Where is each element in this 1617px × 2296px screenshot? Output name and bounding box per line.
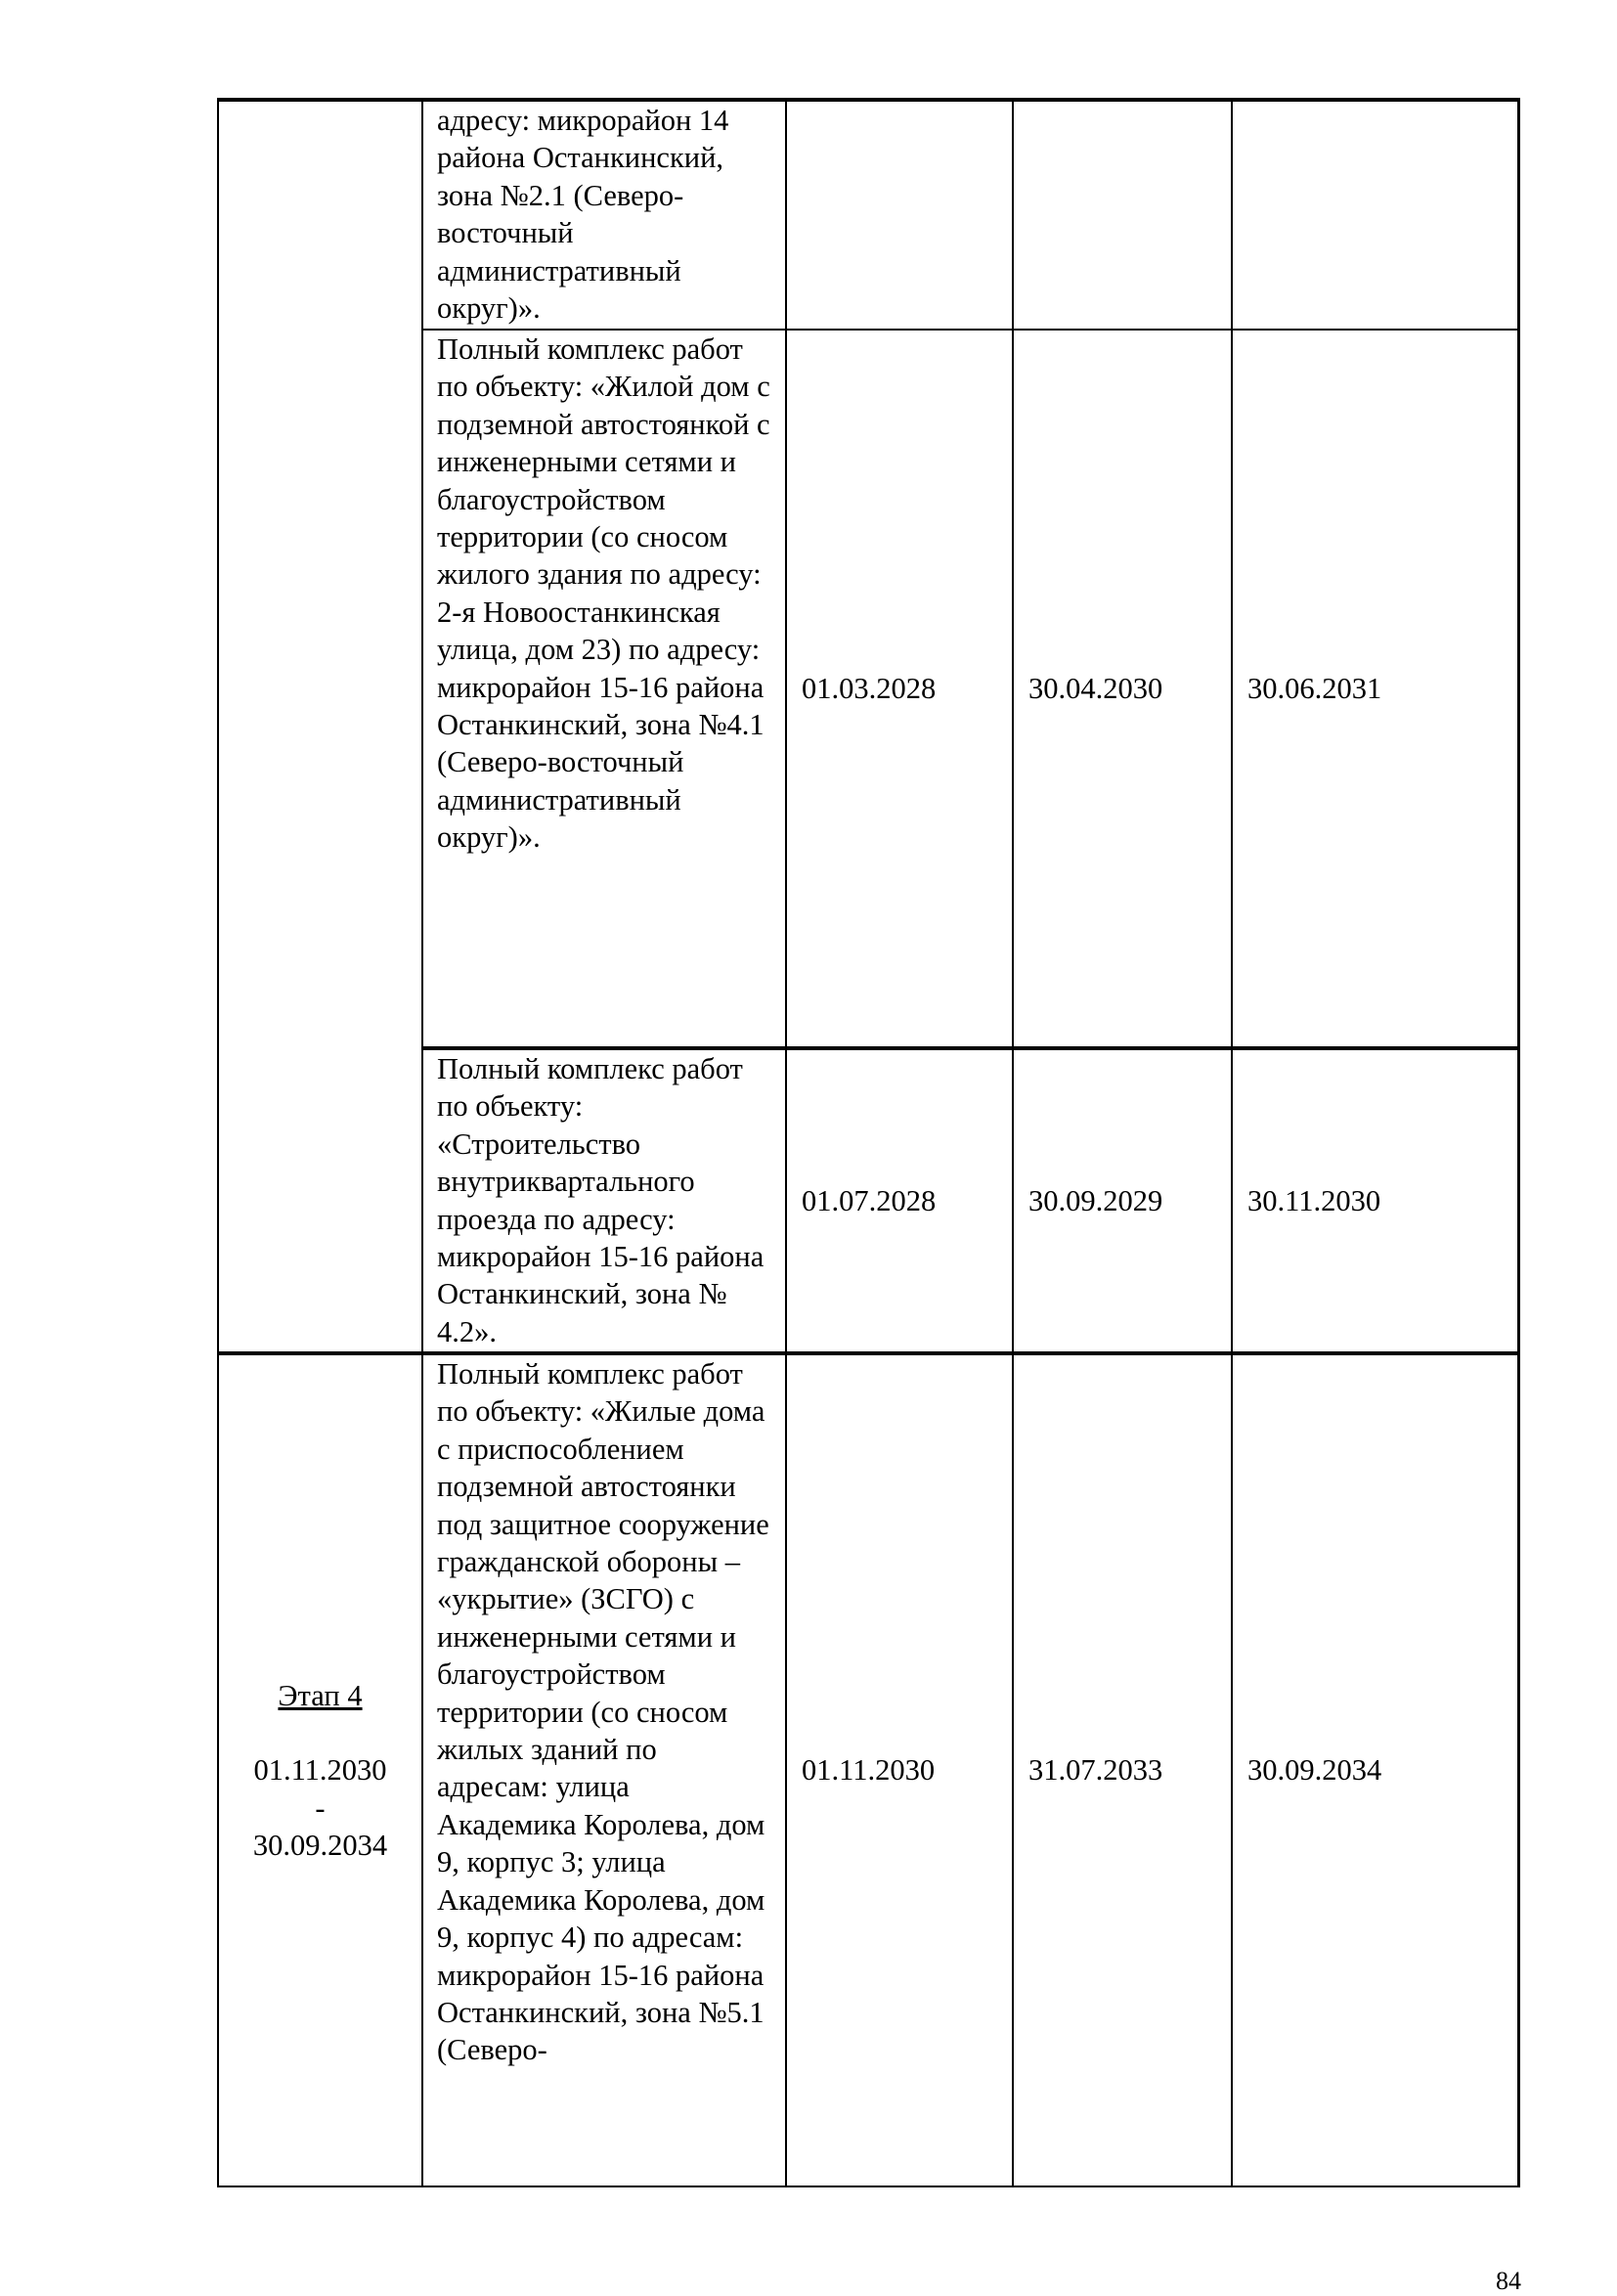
start-date: [786, 100, 1013, 330]
stage-spacer: [219, 1714, 421, 1751]
end-date: [1013, 100, 1232, 330]
stage-cell-empty: [218, 100, 422, 1353]
work-description: Полный комплекс работ по объекту: «Жилые дома с приспособлением подземной автостоянки под защитное сооружение гражданской обороны – «укрытие» (ЗСГО) с инженерными сетями и благоустройством территории (со сносом жилых зданий по адресам: улица Академика Королева, дом 9, корпус 3; улица Академика Королева, дом 9, корпус 4) по адресам: микрорайон 15-16 района Останкинский, зона №5.1 (Северо-: [422, 1353, 786, 2186]
schedule-table: [217, 98, 1520, 2187]
start-date: 01.11.2030: [786, 1353, 1013, 2186]
end-date: 30.09.2029: [1013, 1048, 1232, 1353]
commissioning-date: [1232, 100, 1518, 330]
commissioning-date: 30.09.2034: [1232, 1353, 1518, 2186]
start-date: 01.07.2028: [786, 1048, 1013, 1353]
stage-period-end: 30.09.2034: [252, 1828, 388, 1862]
work-description: адресу: микрорайон 14 района Останкинский, зона №2.1 (Северо-восточный административный округ)».: [422, 100, 786, 330]
start-date: 01.03.2028: [786, 330, 1013, 1048]
work-description: Полный комплекс работ по объекту: «Жилой дом с подземной автостоянкой с инженерными сетями и благоустройством территории (со сносом жилого здания по адресу: 2-я Новоостанкинская улица, дом 23) по адресу: микрорайон 15-16 района Останкинский, зона №4.1 (Северо-восточный административный округ)».: [422, 330, 786, 1048]
end-date: 31.07.2033: [1013, 1353, 1232, 2186]
page-number: 84: [1496, 2267, 1521, 2295]
stage-period-separator: -: [315, 1790, 326, 1825]
commissioning-date: 30.11.2030: [1232, 1048, 1518, 1353]
commissioning-date: 30.06.2031: [1232, 330, 1518, 1048]
table-row: [218, 100, 1518, 330]
table-row: [218, 1353, 1518, 2186]
end-date: 30.04.2030: [1013, 330, 1232, 1048]
stage-period-start: 01.11.2030: [253, 1753, 387, 1788]
work-description: Полный комплекс работ по объекту: «Строительство внутриквартального проезда по адресу: микрорайон 15-16 района Останкинский, зона № 4.2».: [422, 1048, 786, 1353]
stage-cell: [218, 1353, 422, 2186]
stage-title: Этап 4: [278, 1678, 363, 1712]
